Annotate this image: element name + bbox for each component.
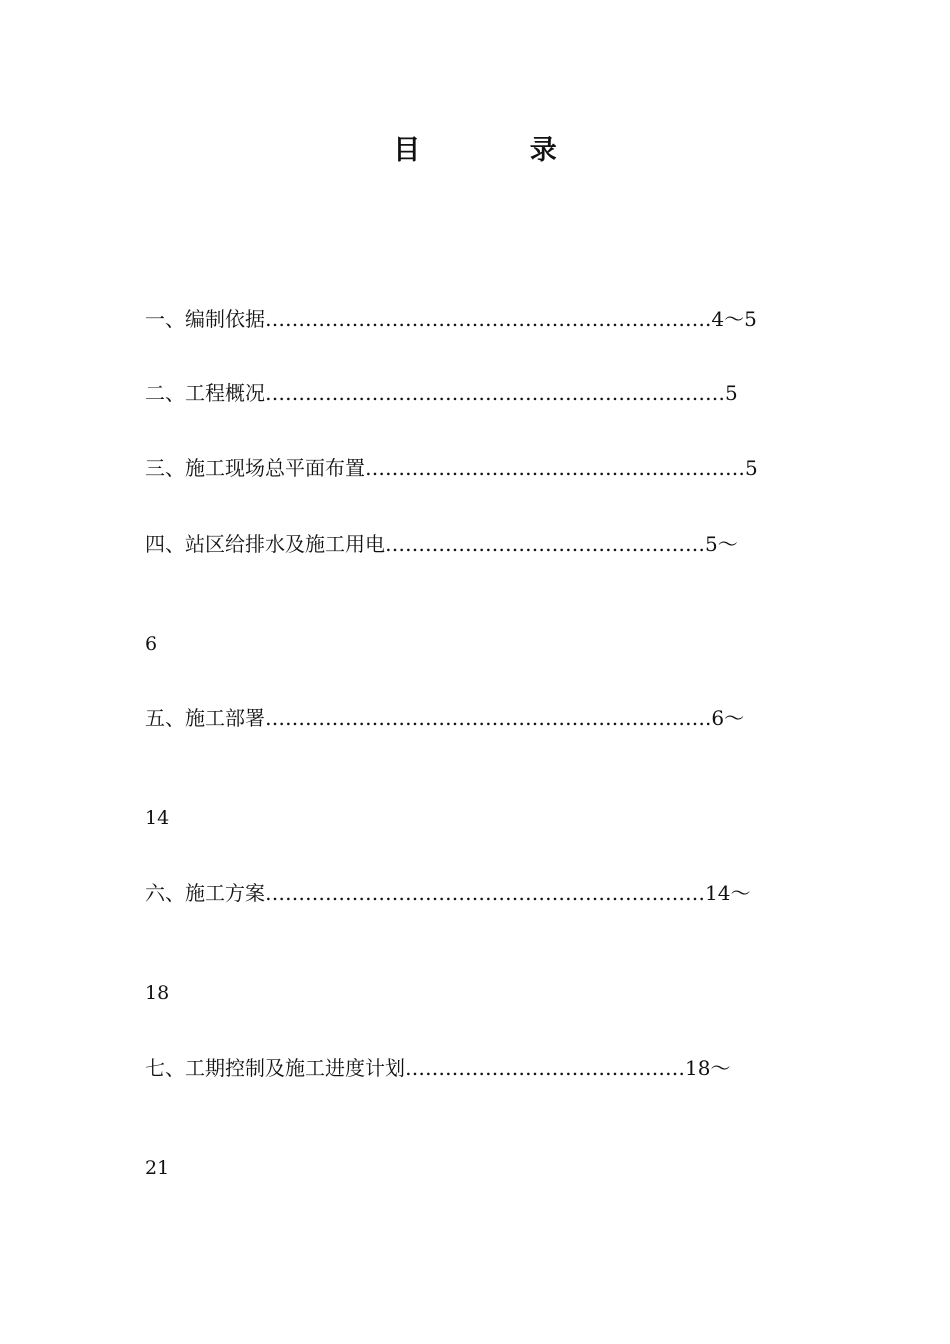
toc-entry-5 [145,703,805,733]
toc-entry-7 [145,1053,805,1083]
toc-entry-4-page-wrap: 6 [145,633,158,655]
toc-pages: .6～ [705,706,745,730]
toc-leader: ………………………………………………………… [265,307,705,331]
toc-entry-6-page-wrap: 18 [145,982,170,1004]
toc-entry-4 [145,529,805,559]
toc-entry-2 [145,378,805,408]
toc-leader: …………………………………… [405,1056,685,1080]
toc-label: 六、施工方案 [145,881,265,905]
toc-entry-6 [145,878,805,908]
toc-entry-3 [145,453,805,483]
page-title: 目 录 [393,135,607,166]
toc-pages: 18～ [685,1056,731,1080]
toc-entry-1 [145,304,805,334]
toc-pages: 5 [725,381,738,405]
toc-pages: 5 [745,456,758,480]
toc-leader: ………………………………………………………… [265,706,705,730]
toc-pages: .4～5 [705,307,757,331]
toc-label: 七、工期控制及施工进度计划 [145,1056,405,1080]
toc-leader: …………………………………………………………… [265,381,725,405]
toc-leader: ………………………………………… [385,532,705,556]
toc-pages: 14～ [705,881,751,905]
toc-label: 五、施工部署 [145,706,265,730]
toc-leader: ………………………………………………… [365,456,745,480]
toc-entry-7-page-wrap: 21 [145,1157,170,1179]
toc-label: 一、编制依据 [145,307,265,331]
toc-leader: ………………………………………………………… [265,881,705,905]
toc-label: 三、施工现场总平面布置 [145,456,365,480]
toc-entry-5-page-wrap: 14 [145,807,170,829]
toc-label: 二、工程概况 [145,381,265,405]
toc-label: 四、站区给排水及施工用电 [145,532,385,556]
toc-pages: 5～ [705,532,738,556]
